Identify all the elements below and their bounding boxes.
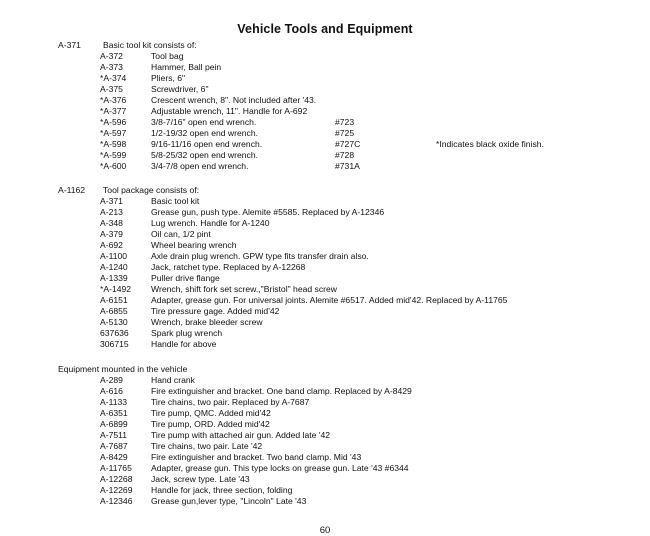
item-code: A-1100 (100, 251, 128, 261)
item-code: A-6351 (100, 408, 128, 418)
item-description: Crescent wrench, 8". Not included after '43. (151, 95, 317, 105)
item-description: Puller drive flange (151, 273, 220, 283)
list-item (0, 218, 650, 229)
item-description: Jack, ratchet type. Replaced by A-12268 (151, 262, 306, 272)
item-code: *A-376 (100, 95, 127, 105)
list-item (0, 397, 650, 408)
item-description: Adjustable wrench, 11". Handle for A-692 (151, 106, 308, 116)
item-code: A-7687 (100, 441, 128, 451)
section-title: Basic tool kit consists of: (103, 40, 197, 50)
list-item (0, 463, 650, 474)
item-description: Adapter, grease gun. For universal joints. Alemite #6517. Added mid'42. Replaced by A-11765 (151, 295, 508, 305)
finish-note: *Indicates black oxide finish. (436, 139, 544, 149)
item-description: Handle for jack, three section, folding (151, 485, 293, 495)
item-code: A-372 (100, 51, 123, 61)
list-item (0, 284, 650, 295)
list-item (0, 328, 650, 339)
section-title: Tool package consists of: (103, 185, 200, 195)
item-description: Tire chains, two pair. Late '42 (151, 441, 263, 451)
item-description: Tire pump with attached air gun. Added late '42 (151, 430, 331, 440)
item-code: A-213 (100, 207, 123, 217)
item-code: A-6855 (100, 306, 128, 316)
list-item (0, 251, 650, 262)
section-code: A-371 (58, 40, 81, 50)
item-description: Adapter, grease gun. This type locks on grease gun. Late '43 #6344 (151, 463, 409, 473)
list-item (0, 106, 650, 117)
item-code: *A-377 (100, 106, 127, 116)
item-code: A-5130 (100, 317, 128, 327)
item-description: 3/4-7/8 open end wrench. (151, 161, 249, 171)
list-item (0, 295, 650, 306)
item-code: A-12346 (100, 496, 133, 506)
item-code: A-692 (100, 240, 123, 250)
item-description: Wheel bearing wrench (151, 240, 237, 250)
list-item (0, 306, 650, 317)
item-code: A-6899 (100, 419, 128, 429)
item-description: Tire pump, ORD. Added mid'42 (151, 419, 270, 429)
page-number: 60 (319, 525, 331, 536)
item-description: Oil can, 1/2 pint (151, 229, 211, 239)
item-code: A-289 (100, 375, 123, 385)
item-code: A-379 (100, 229, 123, 239)
list-item (0, 73, 650, 84)
item-part-number: #727C (335, 139, 361, 149)
item-description: Spark plug wrench (151, 328, 223, 338)
item-description: Hand crank (151, 375, 195, 385)
list-item (0, 485, 650, 496)
list-item (0, 262, 650, 273)
section-heading (0, 185, 650, 196)
list-item (0, 84, 650, 95)
list-item (0, 430, 650, 441)
list-item (0, 339, 650, 350)
item-description: Handle for above (151, 339, 217, 349)
list-item (0, 95, 650, 106)
item-code: A-375 (100, 84, 123, 94)
list-item (0, 441, 650, 452)
mounted-equipment-section (0, 364, 650, 507)
list-item (0, 161, 650, 172)
item-description: Axle drain plug wrench. GPW type fits transfer drain also. (151, 251, 369, 261)
page-title: Vehicle Tools and Equipment (237, 22, 413, 36)
item-description: Screwdriver, 6" (151, 84, 209, 94)
section-heading (0, 40, 650, 51)
list-item (0, 273, 650, 284)
item-code: *A-597 (100, 128, 127, 138)
list-item (0, 128, 650, 139)
item-part-number: #728 (335, 150, 355, 160)
tool-package-section (0, 185, 650, 350)
item-code: A-371 (100, 196, 123, 206)
list-item (0, 419, 650, 430)
item-part-number: #731A (335, 161, 360, 171)
item-code: A-11765 (100, 463, 132, 473)
item-code: A-616 (100, 386, 123, 396)
item-description: Jack, screw type. Late '43 (151, 474, 250, 484)
item-list (0, 196, 650, 350)
item-description: 1/2-19/32 open end wrench. (151, 128, 259, 138)
item-description: Wrench, shift fork set screw.,"Bristol" head screw (151, 284, 337, 294)
item-part-number: #723 (335, 117, 355, 127)
item-description: Tool bag (151, 51, 184, 61)
item-description: Grease gun,lever type, "Lincoln" Late '43 (151, 496, 307, 506)
item-code: A-12269 (100, 485, 133, 495)
item-code: *A-598 (100, 139, 127, 149)
list-item (0, 474, 650, 485)
item-description: 3/8-7/16" open end wrench. (151, 117, 257, 127)
item-code: A-8429 (100, 452, 128, 462)
list-item (0, 207, 650, 218)
item-code: A-7511 (100, 430, 128, 440)
item-code: A-6151 (100, 295, 128, 305)
item-description: Hammer, Ball pein (151, 62, 222, 72)
list-item (0, 386, 650, 397)
item-description: 9/16-11/16 open end wrench. (151, 139, 263, 149)
item-description: Tire pump, QMC. Added mid'42 (151, 408, 271, 418)
list-item (0, 496, 650, 507)
list-item (0, 375, 650, 386)
section-heading (0, 364, 650, 375)
list-item (0, 62, 650, 73)
item-description: Tire pressure gage. Added mid'42 (151, 306, 280, 316)
list-item (0, 117, 650, 128)
item-part-number: #725 (335, 128, 355, 138)
section-code: A-1162 (58, 185, 86, 195)
list-item (0, 408, 650, 419)
item-description: 5/8-25/32 open end wrench. (151, 150, 259, 160)
item-description: Pliers, 6" (151, 73, 186, 83)
item-code: A-348 (100, 218, 123, 228)
item-code: *A-374 (100, 73, 127, 83)
list-item (0, 196, 650, 207)
basic-tool-kit-section (0, 40, 650, 172)
item-description: Basic tool kit (151, 196, 200, 206)
item-code: A-1133 (100, 397, 128, 407)
list-item (0, 240, 650, 251)
item-code: A-12268 (100, 474, 133, 484)
item-description: Wrench, brake bleeder screw (151, 317, 263, 327)
item-description: Tire chains, two pair. Replaced by A-7687 (151, 397, 310, 407)
item-code: *A-1492 (100, 284, 132, 294)
item-description: Fire extinguisher and bracket. One band clamp. Replaced by A-8429 (151, 386, 412, 396)
item-code: A-1240 (100, 262, 128, 272)
item-code: *A-600 (100, 161, 127, 171)
list-item (0, 229, 650, 240)
list-item (0, 51, 650, 62)
section-title: Equipment mounted in the vehicle (58, 364, 188, 374)
list-item (0, 139, 650, 150)
item-description: Grease gun, push type. Alemite #5585. Replaced by A-12346 (151, 207, 385, 217)
item-code: A-373 (100, 62, 123, 72)
list-item (0, 317, 650, 328)
item-description: Fire extinguisher and bracket. Two band clamp. Mid '43 (151, 452, 362, 462)
list-item (0, 452, 650, 463)
item-code: 306715 (100, 339, 129, 349)
list-item (0, 150, 650, 161)
item-code: *A-596 (100, 117, 127, 127)
item-code: *A-599 (100, 150, 127, 160)
item-code: A-1339 (100, 273, 128, 283)
item-list (0, 51, 650, 172)
item-code: 637636 (100, 328, 129, 338)
item-list (0, 375, 650, 507)
item-description: Lug wrench. Handle for A-1240 (151, 218, 270, 228)
